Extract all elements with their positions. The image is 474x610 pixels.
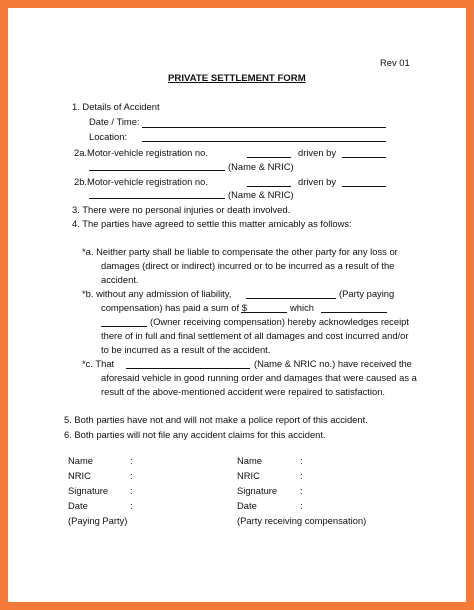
vehicle-b-driver-name-field[interactable] bbox=[89, 198, 225, 199]
right-signature-colon: : bbox=[300, 485, 303, 496]
clause-b-line-3: (Owner receiving compensation) hereby acknowledges receipt bbox=[150, 316, 409, 327]
form-title: PRIVATE SETTLEMENT FORM bbox=[168, 73, 306, 84]
left-date-colon: : bbox=[130, 500, 133, 511]
section-2b-label: 2b.Motor-vehicle registration no. bbox=[74, 176, 208, 187]
settlement-form-page bbox=[8, 8, 466, 602]
left-nric-colon: : bbox=[130, 470, 133, 481]
clause-a-line-2: damages (direct or indirect) incurred or to be incurred as a result of the bbox=[101, 260, 395, 271]
receiving-party-field[interactable] bbox=[101, 326, 147, 327]
date-time-field[interactable] bbox=[142, 127, 386, 128]
clause-a-line-3: accident. bbox=[101, 274, 139, 285]
left-name-label: Name bbox=[68, 455, 94, 466]
left-date-label: Date bbox=[68, 500, 88, 511]
location-label: Location: bbox=[89, 131, 128, 142]
right-name-colon: : bbox=[300, 455, 303, 466]
paying-party-label: (Paying Party) bbox=[68, 515, 128, 526]
sum-in-words-field[interactable] bbox=[321, 312, 387, 313]
section-1-heading: 1. Details of Accident bbox=[72, 101, 160, 112]
location-field[interactable] bbox=[142, 141, 386, 142]
right-nric-label: NRIC bbox=[237, 470, 260, 481]
section-5-text: 5. Both parties have not and will not make a police report of this accident. bbox=[64, 414, 368, 425]
clause-c-line-1: *c. That bbox=[82, 358, 115, 369]
vehicle-a-driver-field[interactable] bbox=[342, 157, 386, 158]
left-signature-label: Signature bbox=[68, 485, 109, 496]
clause-b-line-5: to be incurred as a result of the accident. bbox=[101, 344, 271, 355]
clause-b-line-1: *b. without any admission of liability, bbox=[82, 288, 232, 299]
paying-party-field[interactable] bbox=[246, 298, 336, 299]
clause-c-line-3: result of the above-mentioned accident were repaired to satisfaction. bbox=[101, 386, 386, 397]
section-4-text: 4. The parties have agreed to settle this matter amicably as follows: bbox=[72, 218, 352, 229]
vehicle-a-registration-field[interactable] bbox=[247, 157, 291, 158]
vehicle-b-driver-field[interactable] bbox=[342, 186, 386, 187]
clause-b-which: which bbox=[290, 302, 314, 313]
date-time-label: Date / Time: bbox=[89, 116, 140, 127]
section-2b-driven-by: driven by bbox=[298, 176, 337, 187]
left-signature-colon: : bbox=[130, 485, 133, 496]
revision-label: Rev 01 bbox=[380, 57, 410, 68]
section-2a-driven-by: driven by bbox=[298, 147, 337, 158]
vehicle-b-registration-field[interactable] bbox=[247, 186, 291, 187]
right-date-label: Date bbox=[237, 500, 257, 511]
section-2a-label: 2a.Motor-vehicle registration no. bbox=[74, 147, 208, 158]
sum-paid-field[interactable] bbox=[241, 312, 287, 313]
receiving-party-label: (Party receiving compensation) bbox=[237, 515, 367, 526]
section-6-text: 6. Both parties will not file any accident claims for this accident. bbox=[64, 429, 326, 440]
section-2a-name-nric: (Name & NRIC) bbox=[228, 161, 294, 172]
clause-b-line-4: there of in full and final settlement of all damages and cost incurred and/or bbox=[101, 330, 409, 341]
clause-a-line-1: *a. Neither party shall be liable to compensate the other party for any loss or bbox=[82, 246, 398, 257]
section-3-text: 3. There were no personal injuries or death involved. bbox=[72, 204, 291, 215]
clause-c-name-field[interactable] bbox=[126, 368, 250, 369]
clause-b-line-2: compensation) has paid a sum of $ bbox=[101, 302, 247, 313]
right-date-colon: : bbox=[300, 500, 303, 511]
clause-c-line-2: aforesaid vehicle in good running order and damages that were caused as a bbox=[101, 372, 417, 383]
left-nric-label: NRIC bbox=[68, 470, 91, 481]
right-nric-colon: : bbox=[300, 470, 303, 481]
right-name-label: Name bbox=[237, 455, 263, 466]
section-2b-name-nric: (Name & NRIC) bbox=[228, 189, 294, 200]
right-signature-label: Signature bbox=[237, 485, 278, 496]
vehicle-a-driver-name-field[interactable] bbox=[89, 170, 225, 171]
clause-b-party-paying: (Party paying bbox=[339, 288, 395, 299]
left-name-colon: : bbox=[130, 455, 133, 466]
clause-c-name-nric: (Name & NRIC no.) have received the bbox=[254, 358, 412, 369]
